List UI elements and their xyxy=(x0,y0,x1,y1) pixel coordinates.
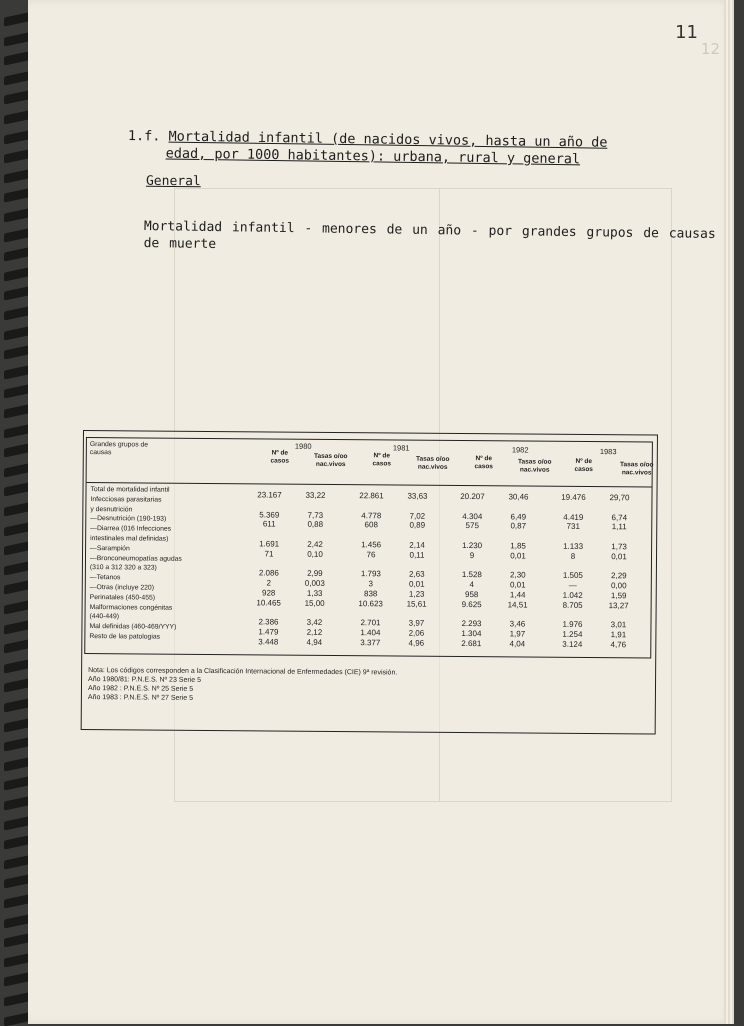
table-cell: 1.456 xyxy=(361,540,382,550)
table-cell: 30,46 xyxy=(508,492,529,502)
row-label: —Otras (incluye 220) xyxy=(89,584,155,592)
col-header-casos: Nº de casos xyxy=(270,449,290,465)
table-subtitle: Mortalidad infantil - menores de un año - por grandes grupos de causas de muerte xyxy=(143,218,716,253)
table-cell: 1,44 xyxy=(509,590,526,600)
table-body-frame xyxy=(84,437,653,658)
table-cell: 1.976 xyxy=(562,620,583,630)
table-cell: 0,01 xyxy=(408,579,425,589)
table-cell: 13,27 xyxy=(608,600,629,611)
page-number: 11 xyxy=(675,22,698,43)
table-cell: 0,10 xyxy=(307,549,323,559)
row-label: —Diarrea (016 Infecciones xyxy=(90,525,172,533)
table-cell: 838 xyxy=(364,589,378,599)
table-cell: 1,11 xyxy=(611,522,627,532)
table-note: Nota: Los códigos corresponden a la Clasificación Internacional de Enfermedades (CIE) 9ª revisión. xyxy=(88,667,398,677)
table-cell: 33,22 xyxy=(305,490,326,500)
table-cell: 9 xyxy=(469,550,475,560)
table-cell: 1.528 xyxy=(461,570,482,580)
row-label: Malformaciones congénitas xyxy=(89,603,173,612)
table-cell: 1,59 xyxy=(610,591,627,601)
table-cell: 1,85 xyxy=(510,541,526,551)
table-cell: 2,42 xyxy=(307,539,323,549)
table-cell: 6,74 xyxy=(611,512,628,522)
table-cell: 7,73 xyxy=(307,510,324,520)
table-cell: 6,49 xyxy=(510,511,527,522)
table-cell: 0,88 xyxy=(307,520,324,530)
table-cell: 71 xyxy=(264,549,274,559)
table-cell: 575 xyxy=(465,521,479,531)
table-cell: 7,02 xyxy=(409,511,426,521)
col-header-tasas: Tasas o/oo nac.vivos xyxy=(314,452,348,468)
table-cell: 9.625 xyxy=(461,599,482,609)
document-page xyxy=(28,0,734,1024)
table-cell: 2,12 xyxy=(306,627,323,638)
table-cell: 15,61 xyxy=(406,599,427,609)
table-cell: 2.701 xyxy=(360,618,381,628)
table-cell: 731 xyxy=(566,522,580,532)
table-cell: 611 xyxy=(262,519,276,529)
table-cell: 1.793 xyxy=(360,569,381,579)
table-cell: 0,003 xyxy=(304,578,325,589)
table-cell: 4,76 xyxy=(610,640,627,650)
table-cell: 0,11 xyxy=(409,550,425,560)
table-cell: 0,01 xyxy=(611,551,627,562)
table-cell: 2,63 xyxy=(409,569,425,580)
row-label: —Desnutrición (190-193) xyxy=(90,515,167,524)
table-cell: 958 xyxy=(464,590,479,600)
table-cell: 3,01 xyxy=(610,620,627,630)
table-cell: 608 xyxy=(364,520,378,530)
corner-header: Grandes grupos de causas xyxy=(89,441,149,456)
table-cell: 2,30 xyxy=(510,570,526,580)
table-cell: 76 xyxy=(366,550,376,560)
row-label: Resto de las patologias xyxy=(89,633,161,641)
row-label: (440-449) xyxy=(89,613,120,621)
table-cell: 15,00 xyxy=(304,598,325,608)
table-cell: 1,33 xyxy=(306,588,323,598)
table-cell: 5.369 xyxy=(259,509,280,520)
table-cell: 2.293 xyxy=(461,619,482,629)
table-cell: 1,97 xyxy=(509,629,526,639)
table-cell: 2,06 xyxy=(408,628,425,638)
table-cell: 4,94 xyxy=(306,637,323,647)
table-cell: 10.465 xyxy=(256,598,281,608)
table-cell: 4.419 xyxy=(563,512,584,522)
col-header-casos: Nº de casos xyxy=(372,452,391,467)
table-cell: 1.691 xyxy=(259,539,280,549)
table-cell: 1,23 xyxy=(408,589,425,599)
table-cell: 8.705 xyxy=(562,600,583,610)
heading-number: 1.f. xyxy=(127,128,161,145)
table-cell: 1,91 xyxy=(610,630,627,640)
table-cell: 0,87 xyxy=(510,521,527,531)
table-cell: 0,00 xyxy=(610,581,627,591)
table-cell: 2.386 xyxy=(258,617,279,627)
table-cell: 0,01 xyxy=(509,580,526,590)
year-header: 1980 xyxy=(294,441,312,451)
table-cell: 3 xyxy=(368,579,374,589)
row-label: —Bronconeumopatías agudas xyxy=(89,554,182,563)
table-cell: 0,01 xyxy=(510,551,526,561)
col-header-tasas: Tasas o/oo nac.vivos xyxy=(416,455,450,471)
table-cell: 4.778 xyxy=(361,510,382,520)
table-cell: 928 xyxy=(262,588,276,598)
year-header: 1982 xyxy=(511,445,529,455)
table-cell: 1.254 xyxy=(562,629,583,640)
table-cell: 2,29 xyxy=(611,571,627,581)
table-cell: 1.505 xyxy=(562,571,583,581)
table-cell: 1.304 xyxy=(461,629,482,639)
table-cell: 33,63 xyxy=(407,491,428,501)
ghost-page-number: 12 xyxy=(700,40,720,58)
col-header-casos: Nº de casos xyxy=(474,455,493,470)
table-cell: 20.207 xyxy=(460,491,485,502)
row-label: Mal definidas (460-469/YYY) xyxy=(89,623,177,631)
row-label: —Tetanos xyxy=(89,574,121,582)
table-cell: — xyxy=(568,581,577,591)
table-cell: 2,99 xyxy=(307,569,323,579)
col-header-tasas: Tasas o/oo nac.vivos xyxy=(619,461,654,476)
table-cell: 4.304 xyxy=(462,511,483,521)
table-cell: 3.124 xyxy=(562,639,583,649)
table-cell: 3.448 xyxy=(258,637,279,647)
table-cell: 2.681 xyxy=(461,638,482,649)
table-cell: 2,14 xyxy=(409,540,425,550)
table-cell: 14,51 xyxy=(507,600,528,610)
col-header-tasas: Tasas o/oo nac.vivos xyxy=(517,458,552,474)
table-cell: 23.167 xyxy=(257,490,282,500)
table-cell: 3,46 xyxy=(509,619,526,629)
table-cell: 2.086 xyxy=(258,568,279,578)
heading-title-line1: Mortalidad infantil (de nacidos vivos, hasta un año de xyxy=(168,128,608,151)
table-cell: 0,89 xyxy=(409,520,426,531)
table-note: Año 1983 : P.N.E.S. Nº 27 Serie 5 xyxy=(87,694,194,702)
col-header-casos: Nº de casos xyxy=(574,457,593,473)
table-cell: 10.623 xyxy=(358,598,383,609)
table-cell: 4,96 xyxy=(408,638,425,648)
year-header: 1983 xyxy=(599,447,617,457)
table-cell: 1.042 xyxy=(562,590,583,600)
table-cell: 4 xyxy=(469,580,475,590)
row-label: Infecciosas parasitarias xyxy=(90,495,162,504)
table-cell: 1.404 xyxy=(360,628,381,638)
row-label: y desnutrición xyxy=(90,505,133,513)
section-heading xyxy=(128,128,728,170)
header-divider xyxy=(87,482,652,487)
table-cell: 2 xyxy=(266,578,272,588)
table-cell: 4,04 xyxy=(509,639,526,649)
section-label: General xyxy=(145,173,201,190)
table-cell: 3,42 xyxy=(306,618,323,628)
row-label: Total de mortalidad infantil xyxy=(90,486,170,494)
table-cell: 8 xyxy=(570,551,576,561)
table-note: Año 1982 : P.N.E.S. Nº 25 Serie 5 xyxy=(87,685,194,693)
table-note: Año 1980/81: P.N.E.S. Nº 23 Serie 5 xyxy=(88,676,202,684)
row-label: intestinales mal definidas) xyxy=(90,535,169,543)
table-cell: 19.476 xyxy=(561,492,586,502)
table-cell: 29,70 xyxy=(609,493,630,503)
row-label: Perinatales (450-455) xyxy=(89,593,156,602)
year-header: 1981 xyxy=(392,443,410,453)
heading-title-line2: edad, por 1000 habitantes): urbana, rural y general xyxy=(165,145,581,168)
table-cell: 1.230 xyxy=(462,540,483,551)
row-label: (310 a 312 320 a 323) xyxy=(89,564,157,572)
table-cell: 3.377 xyxy=(360,638,381,648)
row-label: —Sarampión xyxy=(90,544,130,553)
table-cell: 1,73 xyxy=(611,542,627,552)
table-cell: 3,97 xyxy=(408,618,425,629)
table-cell: 1.479 xyxy=(258,627,279,637)
table-cell: 1.133 xyxy=(563,541,584,551)
table-cell: 22.861 xyxy=(359,491,384,501)
mortality-table xyxy=(81,430,658,735)
